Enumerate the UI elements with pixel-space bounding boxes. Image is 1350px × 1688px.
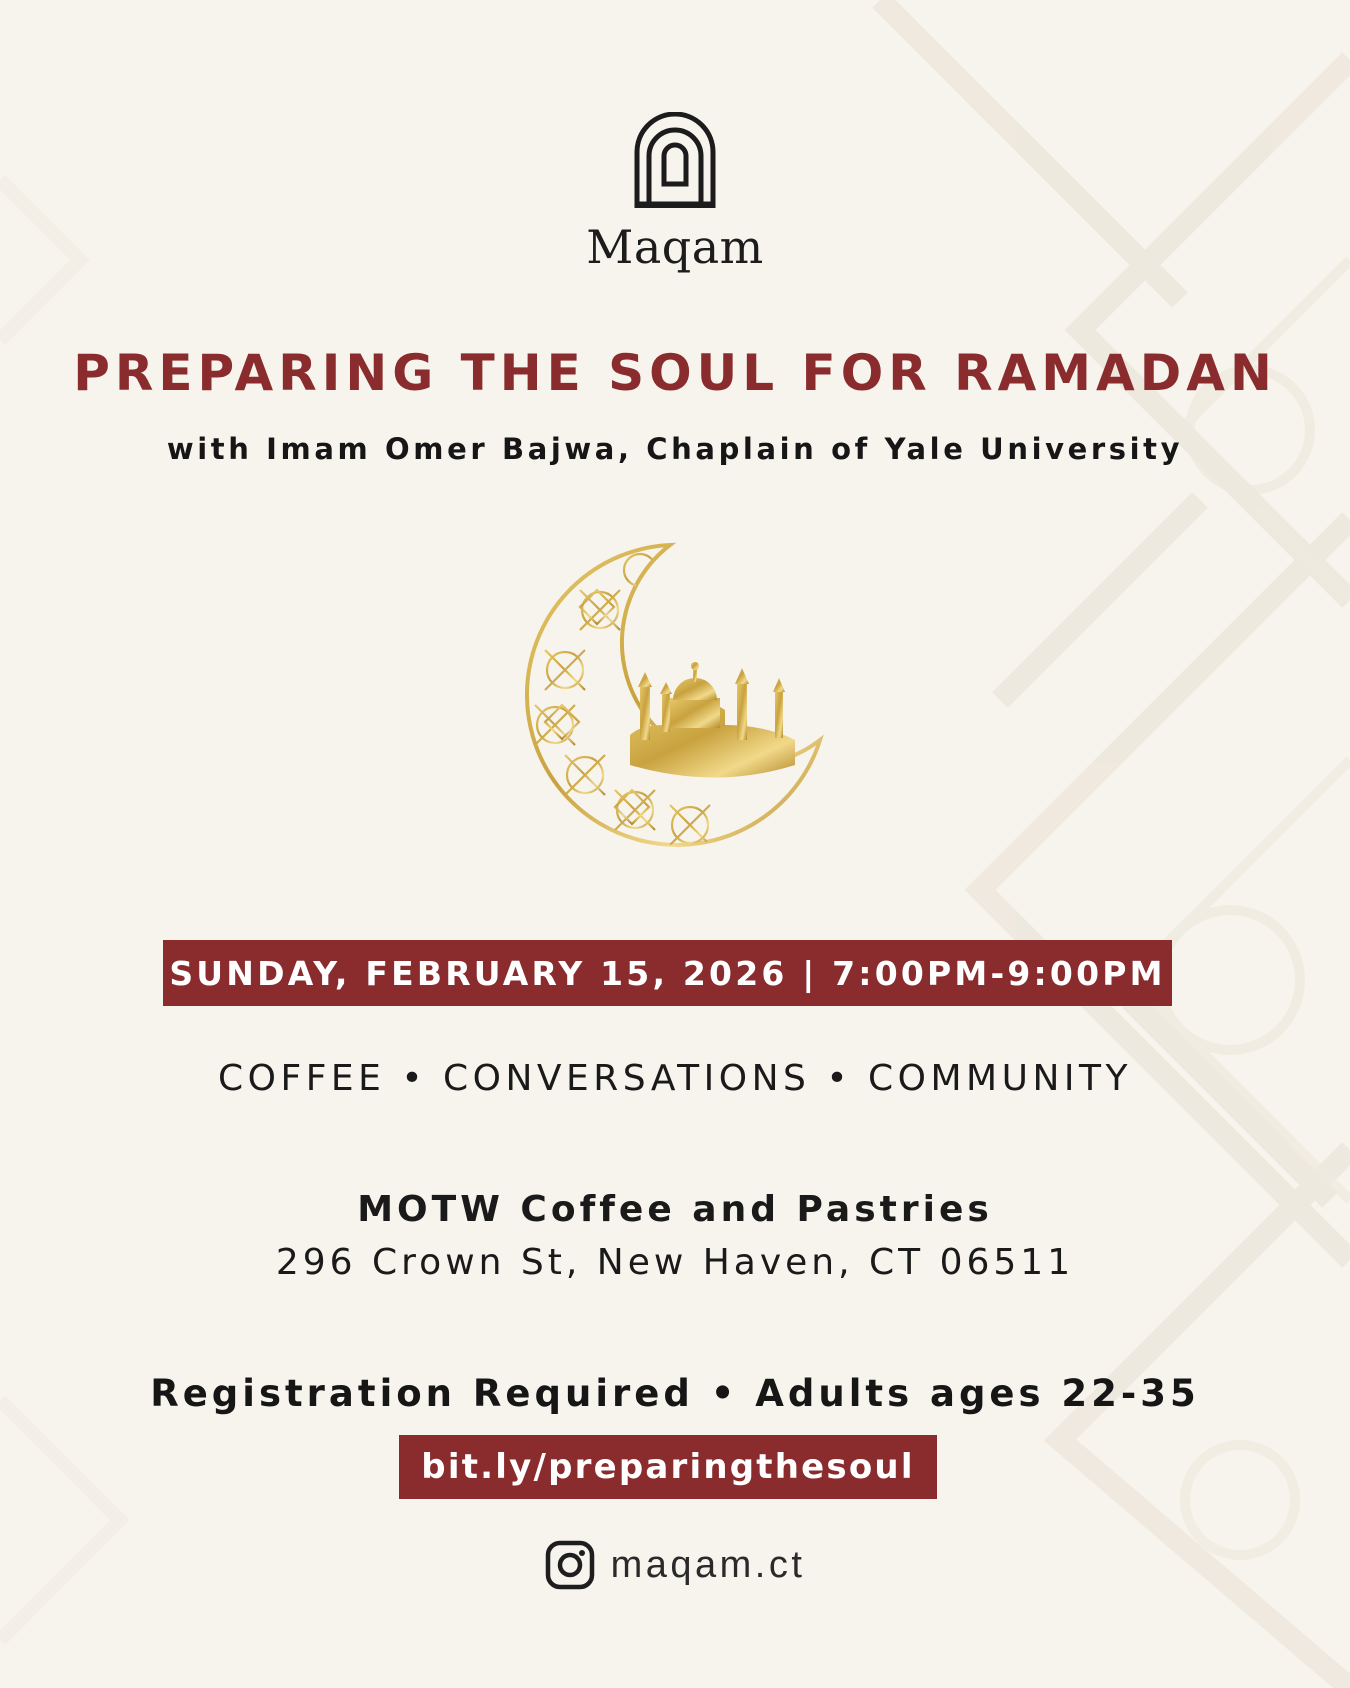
registration-link[interactable]: bit.ly/preparingthesoul — [399, 1435, 937, 1499]
venue-address: 296 Crown St, New Haven, CT 06511 — [275, 1242, 1075, 1283]
instagram-icon — [545, 1540, 595, 1590]
arch-door-icon — [633, 112, 717, 208]
brand-name: Maqam — [586, 220, 764, 274]
event-subtitle: with Imam Omer Bajwa, Chaplain of Yale University — [166, 432, 1184, 466]
social-handle-row[interactable] — [0, 1540, 1350, 1590]
event-tagline: COFFEE • CONVERSATIONS • COMMUNITY — [218, 1058, 1132, 1099]
crescent-moon-mosque-icon — [525, 540, 825, 850]
brand-logo — [0, 112, 1350, 274]
event-title: PREPARING THE SOUL FOR RAMADAN — [73, 344, 1277, 402]
event-datetime: SUNDAY, FEBRUARY 15, 2026 | 7:00PM-9:00PM — [163, 940, 1172, 1006]
registration-note: Registration Required • Adults ages 22-35 — [150, 1372, 1200, 1415]
instagram-handle[interactable]: maqam.ct — [610, 1543, 806, 1586]
venue-name: MOTW Coffee and Pastries — [357, 1189, 993, 1230]
